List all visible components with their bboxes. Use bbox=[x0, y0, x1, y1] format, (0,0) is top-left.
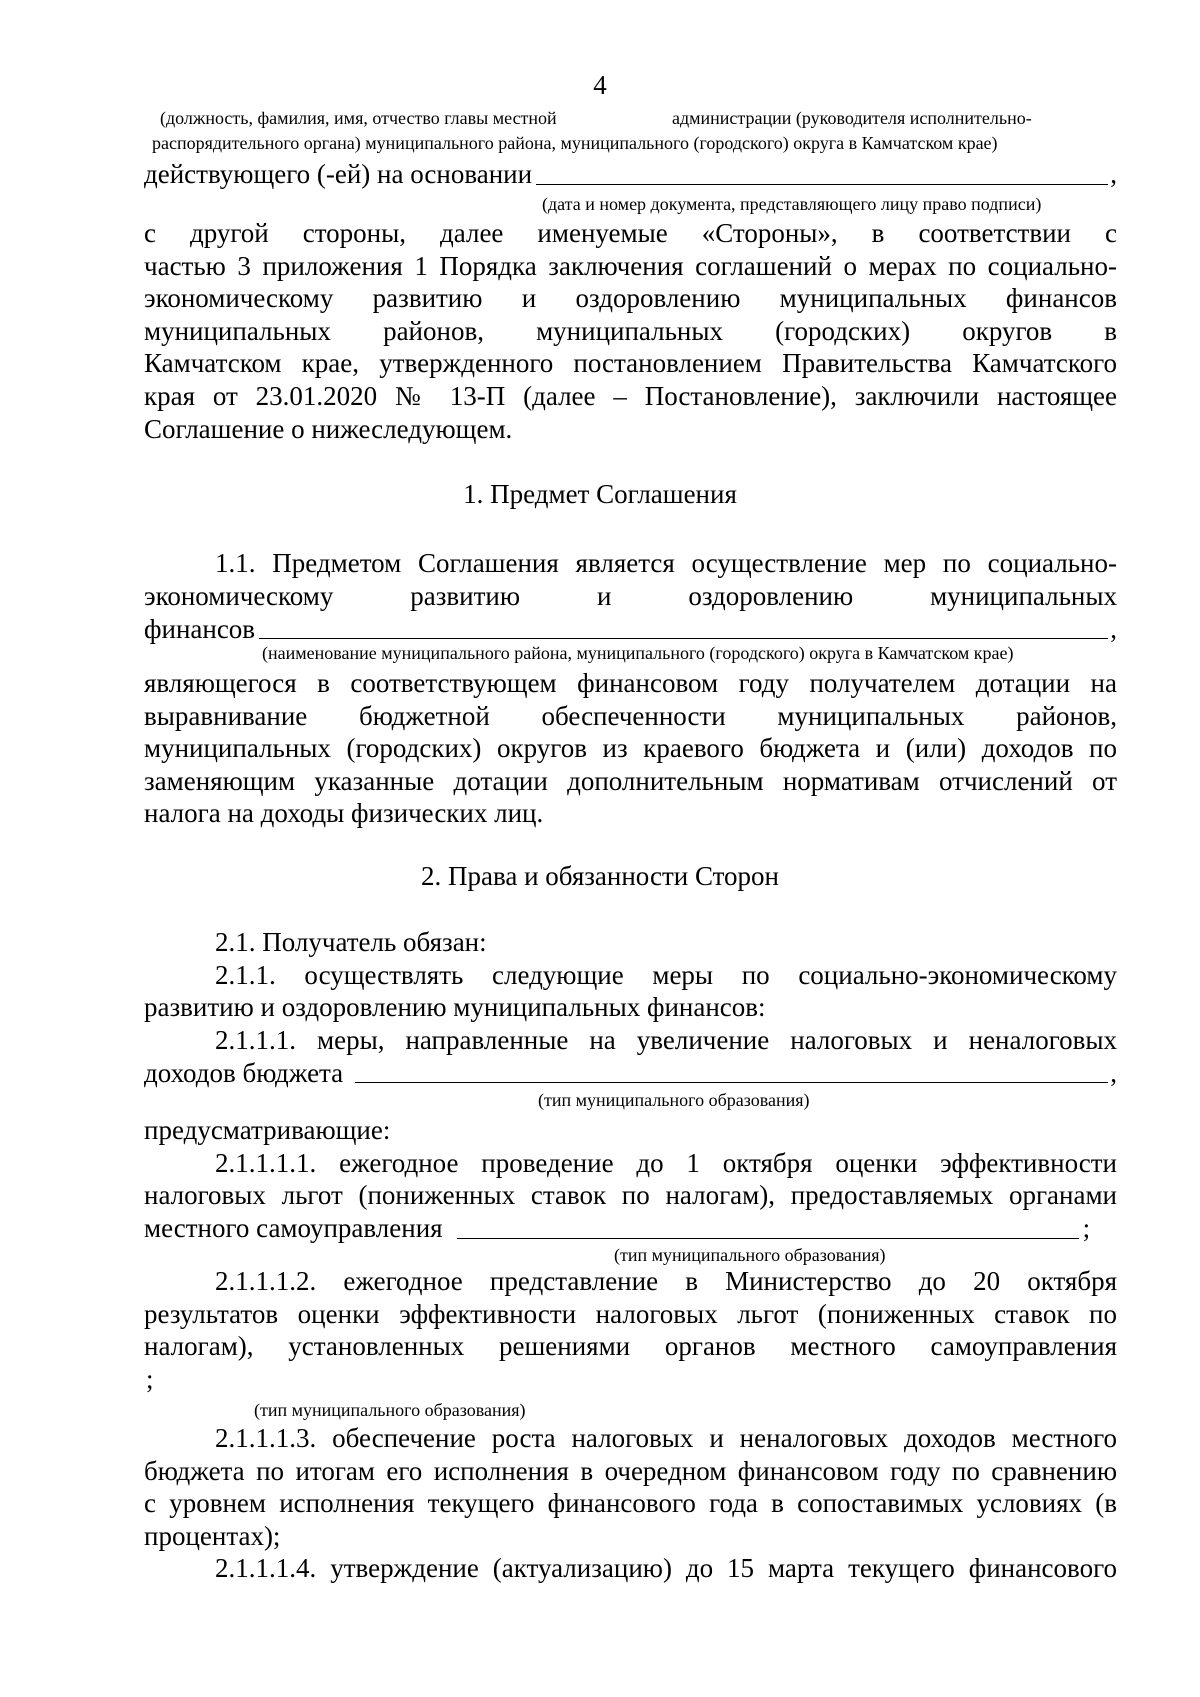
clause-line: 2.1.1.1.1. ежегодное проведение до 1 октября оценки эффективности bbox=[215, 1147, 1117, 1178]
district-blank bbox=[259, 612, 1108, 639]
caption-type: (тип муниципального образования) bbox=[614, 1245, 886, 1265]
acting-basis-text: действующего (-ей) на основании bbox=[144, 159, 533, 190]
caption-document: (дата и номер документа, представляющего лицу право подписи) bbox=[542, 194, 1042, 214]
clause-line: развитию и оздоровлению муниципальных финансов: bbox=[144, 992, 766, 1023]
caption-district: (наименование муниципального района, муниципального (городского) округа в Камчатском крае) bbox=[262, 643, 1014, 663]
section-1-title: 1. Предмет Соглашения bbox=[463, 479, 737, 509]
preamble-line: экономическому развитию и оздоровлению муниципальных финансов bbox=[144, 283, 1117, 314]
type-blank bbox=[355, 1056, 1108, 1083]
page-number: 4 bbox=[593, 70, 607, 100]
type-blank bbox=[457, 1212, 1079, 1239]
preamble-line: Соглашение о нижеследующем. bbox=[144, 413, 513, 444]
section-2-title: 2. Права и обязанности Сторон bbox=[420, 861, 780, 891]
preamble bbox=[144, 217, 1117, 445]
clause-line: 2.1.1.1. меры, направленные на увеличение налоговых и неналоговых bbox=[215, 1024, 1117, 1055]
type-blank-line bbox=[144, 1363, 154, 1395]
finance-comma: , bbox=[1110, 613, 1117, 644]
self-gov-semicolon: ; bbox=[1082, 1213, 1091, 1244]
self-gov-blank-line bbox=[144, 1212, 1117, 1245]
clause-line: налогам), установленных решениями органов местного самоуправления bbox=[144, 1331, 1117, 1362]
clause-line: бюджета по итогам его исполнения в очередном финансовом году по сравнению bbox=[144, 1455, 1117, 1486]
preamble-line: муниципальных районов, муниципальных (городских) округов в bbox=[144, 315, 1117, 346]
clause-line: налоговых льгот (пониженных ставок по налогам), предоставляемых органами bbox=[144, 1180, 1117, 1211]
clause-line: выравнивание бюджетной обеспеченности муниципальных районов, bbox=[144, 700, 1117, 731]
clause-line: являющегося в соответствующем финансовом году получателем дотации на bbox=[144, 668, 1117, 698]
acting-basis-comma: , bbox=[1110, 159, 1117, 190]
preamble-line: Камчатском крае, утвержденного постановлением Правительства Камчатского bbox=[144, 348, 1117, 379]
type-semicolon: ; bbox=[146, 1364, 154, 1394]
preamble-line: частью 3 приложения 1 Порядка заключения соглашений о мерах по социально- bbox=[144, 250, 1117, 281]
budget-comma: , bbox=[1110, 1057, 1117, 1088]
acting-basis-line bbox=[144, 158, 1117, 191]
preamble-line: с другой стороны, далее именуемые «Стороны», в соответствии с bbox=[144, 218, 1117, 248]
clause-line: заменяющим указанные дотации дополнительным нормативам отчислений от bbox=[144, 765, 1117, 796]
caption-head-left: (должность, фамилия, имя, отчество главы местной bbox=[160, 108, 557, 128]
clause-line: 2.1.1. осуществлять следующие меры по социально-экономическому bbox=[215, 959, 1117, 990]
caption-head-right: администрации (руководителя исполнительно- bbox=[672, 108, 1032, 128]
budget-text: доходов бюджета bbox=[144, 1057, 344, 1088]
clause-line: с уровнем исполнения текущего финансового года в сопоставимых условиях (в bbox=[144, 1488, 1117, 1519]
clause-line: процентах); bbox=[144, 1520, 281, 1551]
clause-1-1-rest bbox=[144, 667, 1117, 830]
clause-line: 2.1.1.1.4. утверждение (актуализацию) до 15 марта текущего финансового bbox=[215, 1553, 1117, 1584]
clause-line: налога на доходы физических лиц. bbox=[144, 798, 544, 829]
clause-line: результатов оценки эффективности налоговых льгот (пониженных ставок по bbox=[144, 1298, 1117, 1329]
document-blank bbox=[536, 158, 1108, 185]
clause-line: 2.1.1.1.2. ежегодное представление в Министерство до 20 октября bbox=[215, 1266, 1117, 1296]
caption-type: (тип муниципального образования) bbox=[254, 1400, 526, 1420]
clause-2-1-1-1-2 bbox=[144, 1265, 1117, 1363]
clause-line: 1.1. Предметом Соглашения является осуществление мер по социально- bbox=[215, 548, 1117, 578]
clause-2-1-1-1-1 bbox=[144, 1114, 1117, 1245]
clause-1-1 bbox=[144, 547, 1117, 645]
caption-head-line2: распорядительного органа) муниципального района, муниципального (городского) округа в Камчатском крае) bbox=[152, 133, 998, 153]
clause-line: муниципальных (городских) округов из краевого бюджета и (или) доходов по bbox=[144, 733, 1117, 764]
clause-line: 2.1. Получатель обязан: bbox=[215, 927, 487, 957]
clause-2-1-1-1-3 bbox=[144, 1422, 1117, 1585]
clause-line: экономическому развитию и оздоровлению муниципальных bbox=[144, 580, 1117, 611]
caption-type: (тип муниципального образования) bbox=[538, 1090, 810, 1110]
clause-line: 2.1.1.1.3. обеспечение роста налоговых и неналоговых доходов местного bbox=[215, 1423, 1117, 1453]
finance-text: финансов bbox=[144, 613, 256, 644]
clause-2-1 bbox=[144, 926, 1117, 1089]
budget-blank-line bbox=[144, 1056, 1117, 1089]
self-gov-text: местного самоуправления bbox=[144, 1213, 443, 1244]
clause-line: предусматривающие: bbox=[144, 1115, 391, 1145]
preamble-line: края от 23.01.2020 № 13-П (далее – Постановление), заключили настоящее bbox=[144, 380, 1117, 411]
